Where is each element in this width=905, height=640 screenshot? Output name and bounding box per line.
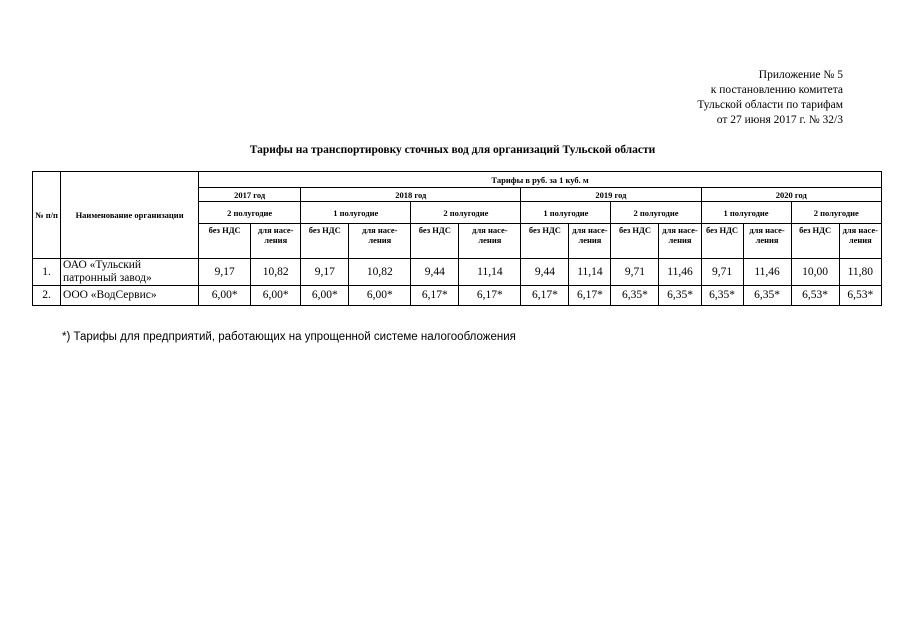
header-sub: для насе-ления [251, 224, 301, 259]
tariff-cell: 6,35* [743, 286, 791, 306]
tariff-cell: 10,00 [791, 259, 839, 286]
tariff-cell: 6,00* [199, 286, 251, 306]
tariff-cell: 6,35* [611, 286, 659, 306]
appendix-line-2: к постановлению комитета [710, 84, 843, 96]
header-half: 2 полугодие [791, 202, 881, 224]
header-half: 1 полугодие [521, 202, 611, 224]
header-tariff: Тарифы в руб. за 1 куб. м [199, 172, 882, 188]
appendix-block [697, 68, 843, 128]
tariff-cell: 6,35* [659, 286, 701, 306]
tariff-cell: 11,14 [459, 259, 521, 286]
tariff-cell: 6,35* [701, 286, 743, 306]
header-half: 2 полугодие [411, 202, 521, 224]
header-sub: для насе-ления [459, 224, 521, 259]
header-sub: без НДС [301, 224, 349, 259]
tariff-cell: 6,17* [411, 286, 459, 306]
header-sub: для насе-ления [569, 224, 611, 259]
tariff-cell: 9,71 [701, 259, 743, 286]
tariff-cell: 6,00* [349, 286, 411, 306]
header-sub: без НДС [791, 224, 839, 259]
tariff-table [32, 171, 882, 306]
tariff-cell: 6,17* [521, 286, 569, 306]
appendix-line-4: от 27 июня 2017 г. № 32/3 [716, 114, 843, 126]
header-sub: без НДС [521, 224, 569, 259]
header-sub: для насе-ления [743, 224, 791, 259]
tariff-cell: 6,17* [569, 286, 611, 306]
organization-name: ОАО «Тульский патронный завод» [61, 259, 199, 286]
tariff-cell: 9,44 [411, 259, 459, 286]
appendix-line-3: Тульской области по тарифам [697, 99, 843, 111]
header-sub: для насе-ления [839, 224, 881, 259]
tariff-cell: 6,17* [459, 286, 521, 306]
tariff-cell: 9,17 [301, 259, 349, 286]
header-half: 2 полугодие [199, 202, 301, 224]
header-sub: без НДС [701, 224, 743, 259]
tariff-cell: 9,44 [521, 259, 569, 286]
tariff-cell: 6,00* [251, 286, 301, 306]
tariff-cell: 6,53* [839, 286, 881, 306]
row-number: 2. [33, 286, 61, 306]
header-sub: без НДС [611, 224, 659, 259]
tariff-cell: 6,00* [301, 286, 349, 306]
header-organization: Наименование организации [61, 172, 199, 259]
tariff-cell: 11,80 [839, 259, 881, 286]
header-year-2019: 2019 год [521, 188, 701, 202]
tariff-cell: 11,46 [743, 259, 791, 286]
header-half: 2 полугодие [611, 202, 701, 224]
table-row [33, 286, 882, 306]
tariff-cell: 6,53* [791, 286, 839, 306]
header-number: № п/п [33, 172, 61, 259]
tariff-cell: 10,82 [349, 259, 411, 286]
header-half: 1 полугодие [701, 202, 791, 224]
header-year-2018: 2018 год [301, 188, 521, 202]
header-sub: без НДС [199, 224, 251, 259]
tariff-cell: 9,71 [611, 259, 659, 286]
tariff-cell: 11,46 [659, 259, 701, 286]
tariff-cell: 10,82 [251, 259, 301, 286]
row-number: 1. [33, 259, 61, 286]
organization-name: ООО «ВодСервис» [61, 286, 199, 306]
table-row [33, 259, 882, 286]
appendix-line-1: Приложение № 5 [758, 69, 843, 81]
tariff-cell: 11,14 [569, 259, 611, 286]
document-title: Тарифы на транспортировку сточных вод для организаций Тульской области [249, 144, 656, 156]
header-year-2020: 2020 год [701, 188, 881, 202]
footnote: *) Тарифы для предприятий, работающих на упрощенной системе налогообложения [62, 331, 516, 343]
header-year-2017: 2017 год [199, 188, 301, 202]
header-half: 1 полугодие [301, 202, 411, 224]
tariff-cell: 9,17 [199, 259, 251, 286]
header-sub: без НДС [411, 224, 459, 259]
header-sub: для насе-ления [659, 224, 701, 259]
header-sub: для насе-ления [349, 224, 411, 259]
